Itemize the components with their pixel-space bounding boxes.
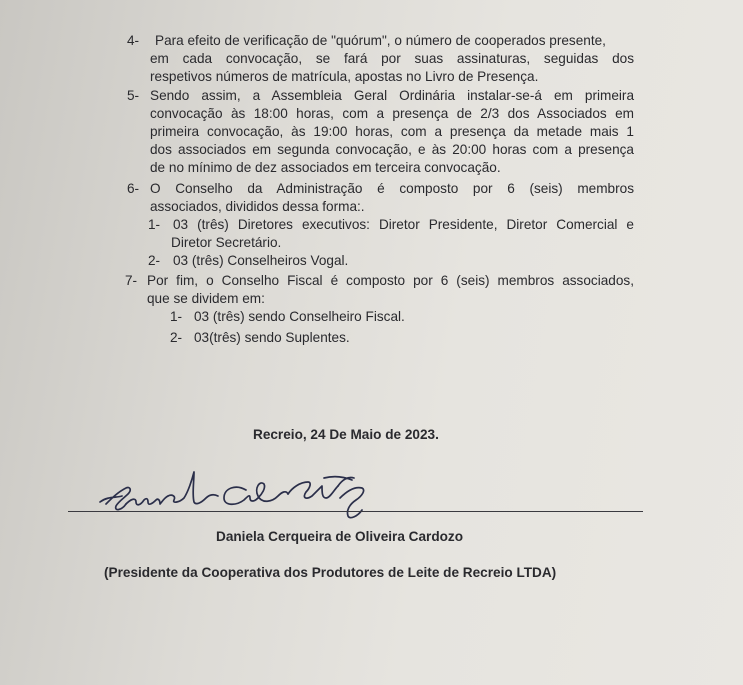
item-5-line-4: dos associados em segunda convocação, e às 20:00 horas com a presença (150, 142, 634, 157)
item-6-sub-2-number: 2- (148, 253, 161, 268)
item-6-sub-2-line-1: 03 (três) Conselheiros Vogal. (173, 253, 349, 268)
item-6-line-2: associados, divididos dessa forma:. (150, 199, 365, 214)
item-4-line-2: em cada convocação, se fará por suas assinaturas, seguidas dos (150, 51, 634, 66)
item-4-line-1: Para efeito de verificação de "quórum", o número de cooperados presente, (155, 33, 606, 48)
handwritten-signature (96, 458, 386, 528)
signatory-title: (Presidente da Cooperativa dos Produtores de Leite de Recreio LTDA) (104, 565, 557, 580)
place-date: Recreio, 24 De Maio de 2023. (253, 427, 439, 442)
item-7-sub-1-number: 1- (170, 309, 183, 324)
item-5-line-5: de no mínimo de dez associados em terceira convocação. (150, 160, 501, 175)
signatory-name: Daniela Cerqueira de Oliveira Cardozo (216, 529, 464, 544)
item-7-sub-2-line-1: 03(três) sendo Suplentes. (194, 330, 350, 345)
item-6-sub-1-line-1: 03 (três) Diretores executivos: Diretor Presidente, Diretor Comercial e (173, 217, 634, 232)
item-7-sub-2-number: 2- (170, 330, 183, 345)
item-6-line-1: O Conselho da Administração é composto por 6 (seis) membros (150, 181, 634, 196)
item-5-line-1: Sendo assim, a Assembleia Geral Ordinária instalar-se-á em primeira (150, 88, 634, 103)
item-6-sub-1-line-2: Diretor Secretário. (171, 235, 282, 250)
item-6-sub-1-number: 1- (148, 217, 161, 232)
item-4-number: 4- (127, 33, 140, 48)
item-4-line-3: respetivos números de matrícula, apostas no Livro de Presença. (150, 69, 539, 84)
item-7-line-1: Por fim, o Conselho Fiscal é composto por 6 (seis) membros associados, (147, 273, 634, 288)
item-7-line-2: que se dividem em: (147, 291, 265, 306)
item-7-sub-1-line-1: 03 (três) sendo Conselheiro Fiscal. (194, 309, 405, 324)
item-5-line-2: convocação às 18:00 horas, com a presença de 2/3 dos Associados em (150, 106, 634, 121)
item-6-number: 6- (127, 181, 140, 196)
item-5-number: 5- (127, 88, 140, 103)
signature-line (68, 511, 643, 512)
item-7-number: 7- (125, 273, 138, 288)
item-5-line-3: primeira convocação, às 19:00 horas, com a presença da metade mais 1 (150, 124, 634, 139)
